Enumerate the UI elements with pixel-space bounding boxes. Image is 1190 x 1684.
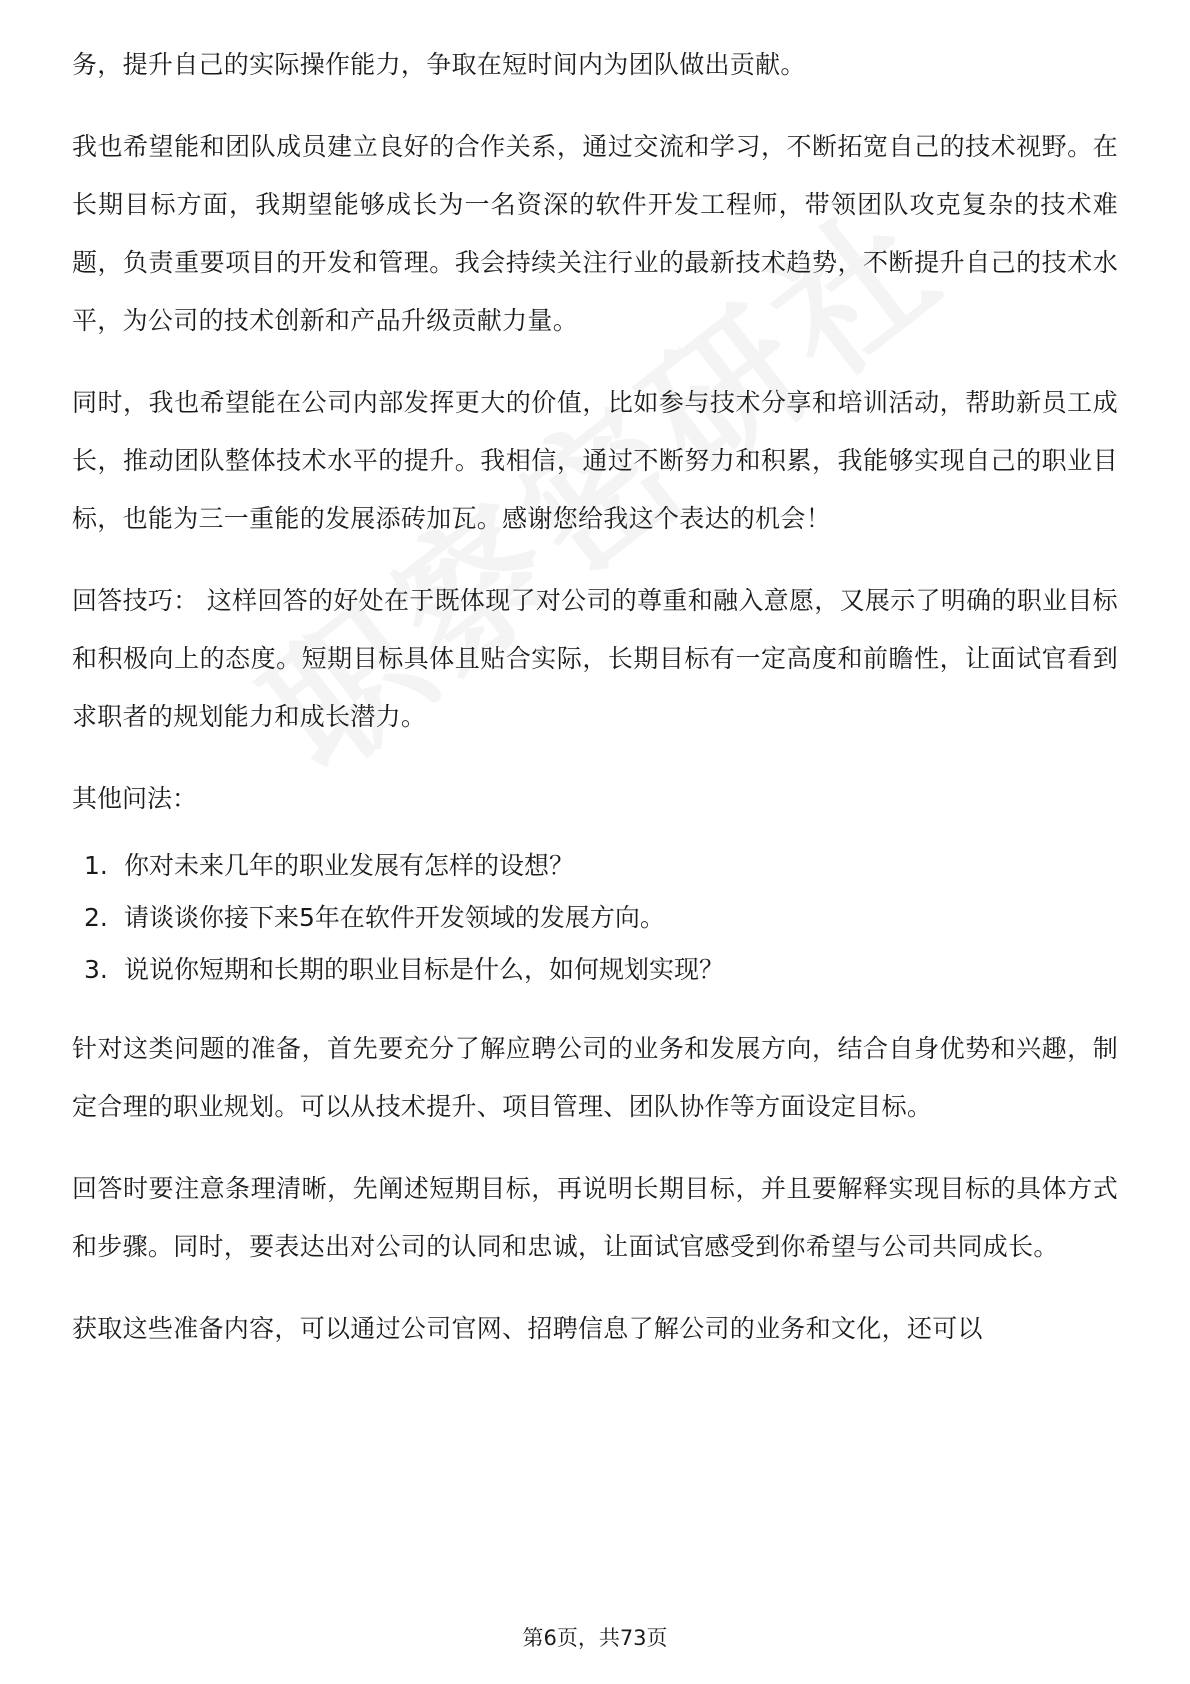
list-item-text: 请谈谈你接下来5年在软件开发领域的发展方向。 (124, 903, 665, 932)
list-item-number: 2. (84, 903, 108, 932)
other-questions-list (72, 840, 1118, 996)
list-item-number: 1. (84, 851, 108, 880)
paragraph-long-term-goals: 我也希望能和团队成员建立良好的合作关系，通过交流和学习，不断拓宽自己的技术视野。在长期目标方面，我期望能够成长为一名资深的软件开发工程师，带领团队攻克复杂的技术难题，负责重要项目的开发和管理。我会持续关注行业的最新技术趋势，不断提升自己的技术水平，为公司的技术创新和产品升级贡献力量。 (72, 132, 1118, 335)
paragraph-preparation: 针对这类问题的准备，首先要充分了解应聘公司的业务和发展方向，结合自身优势和兴趣，制定合理的职业规划。可以从技术提升、项目管理、团队协作等方面设定目标。 (72, 1034, 1118, 1121)
paragraph-answer-tips: 回答技巧： 这样回答的好处在于既体现了对公司的尊重和融入意愿，又展示了明确的职业目标和积极向上的态度。短期目标具体且贴合实际，长期目标有一定高度和前瞻性，让面试官看到求职者的规划能力和成长潜力。 (72, 586, 1118, 731)
other-questions-heading: 其他问法： (72, 784, 198, 813)
list-item (72, 944, 1118, 996)
paragraph-answer-structure: 回答时要注意条理清晰，先阐述短期目标，再说明长期目标，并且要解释实现目标的具体方式和步骤。同时，要表达出对公司的认同和忠诚，让面试官感受到你希望与公司共同成长。 (72, 1174, 1118, 1261)
list-item-text: 说说你短期和长期的职业目标是什么，如何规划实现？ (124, 955, 725, 984)
paragraph-sources: 获取这些准备内容，可以通过公司官网、招聘信息了解公司的业务和文化，还可以 (72, 1314, 983, 1343)
list-item (72, 840, 1118, 892)
list-item-text: 你对未来几年的职业发展有怎样的设想？ (124, 851, 575, 880)
document-page (72, 36, 1118, 1382)
paragraph-company-value: 同时，我也希望能在公司内部发挥更大的价值，比如参与技术分享和培训活动，帮助新员工成长，推动团队整体技术水平的提升。我相信，通过不断努力和积累，我能够实现自己的职业目标，也能为三一重能的发展添砖加瓦。感谢您给我这个表达的机会！ (72, 388, 1118, 533)
paragraph-continuation: 务，提升自己的实际操作能力，争取在短时间内为团队做出贡献。 (72, 50, 806, 79)
page-number-footer: 第6页，共73页 (522, 1626, 668, 1650)
list-item-number: 3. (84, 955, 108, 984)
list-item (72, 892, 1118, 944)
